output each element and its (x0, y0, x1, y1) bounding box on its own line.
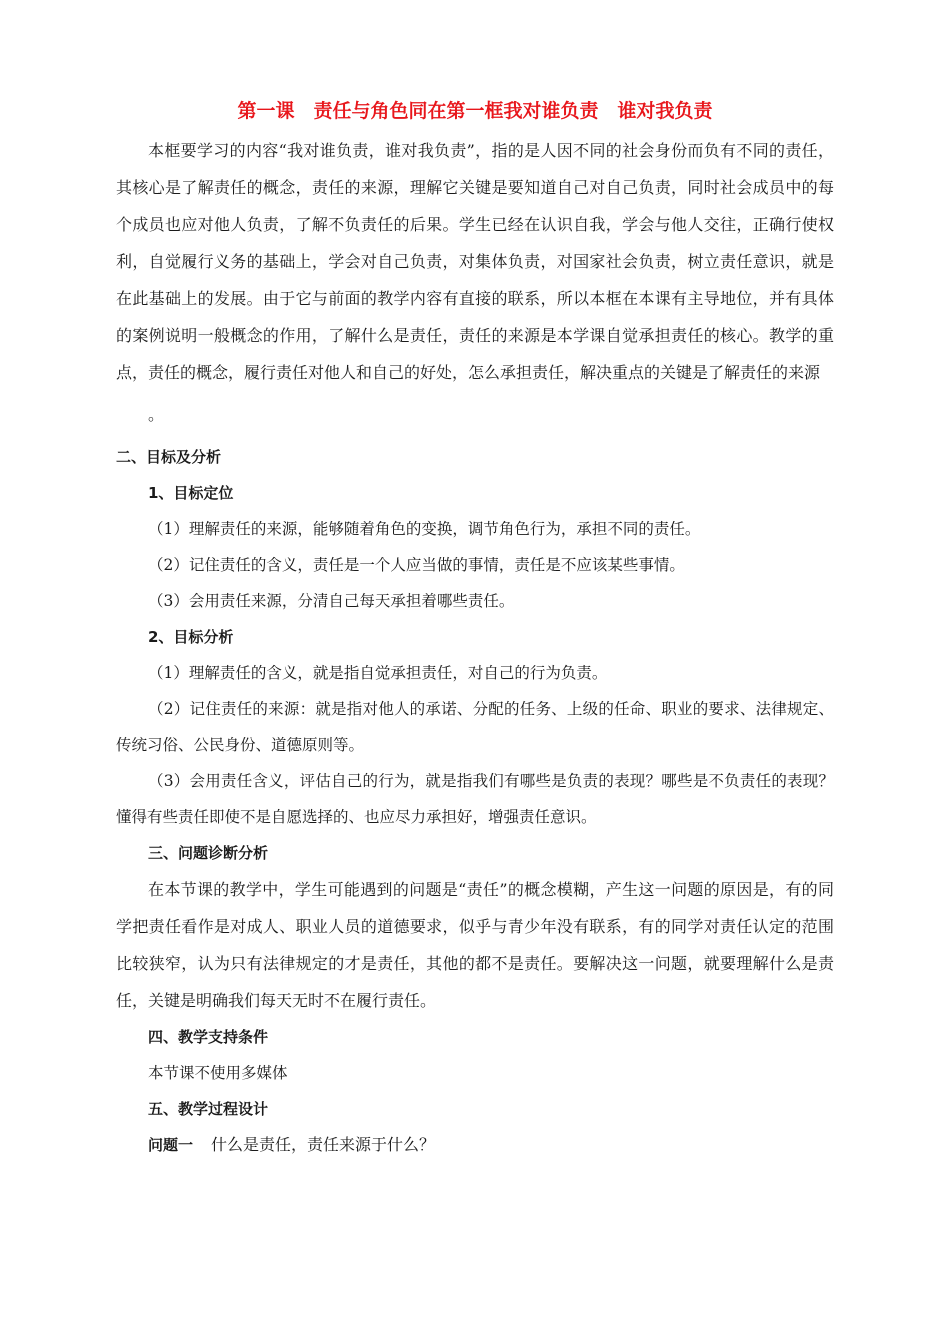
analysis-item-2: （2）记住责任的来源：就是指对他人的承诺、分配的任务、上级的任命、职业的要求、法律规定、传统习俗、公民身份、道德原则等。 (116, 700, 834, 754)
section-2-2-heading: 2、目标分析 (148, 628, 234, 646)
section-4-paragraph: 本节课不使用多媒体 (148, 1064, 288, 1082)
analysis-item-3: （3）会用责任含义，评估自己的行为，就是指我们有哪些是负责的表现？哪些是不负责任的表现？懂得有些责任即使不是自愿选择的、也应尽力承担好，增强责任意识。 (116, 772, 834, 826)
section-5-heading: 五、教学过程设计 (148, 1100, 269, 1118)
section-2-heading: 二、目标及分析 (116, 448, 222, 466)
goal-item-2: （2）记住责任的含义，责任是一个人应当做的事情，责任是不应该某些事情。 (148, 556, 685, 574)
goal-item-1: （1）理解责任的来源，能够随着角色的变换，调节角色行为，承担不同的责任。 (148, 520, 701, 538)
goal-item-3: （3）会用责任来源，分清自己每天承担着哪些责任。 (148, 592, 515, 610)
question-1-text: 什么是责任，责任来源于什么？ (211, 1135, 436, 1154)
section-3-heading: 三、问题诊断分析 (148, 844, 269, 862)
section-2-1-heading: 1、目标定位 (148, 484, 234, 502)
question-1-label: 问题一 (148, 1136, 194, 1154)
section-3-paragraph: 在本节课的教学中，学生可能遇到的问题是“责任”的概念模糊，产生这一问题的原因是，有的同学把责任看作是对成人、职业人员的道德要求，似乎与青少年没有联系，有的同学对责任认定的范围比较狭窄，认为只有法律规定的才是责任，其他的都不是责任。要解决这一问题，就要理解什么是责任，关键是明确我们每天无时不在履行责任。 (116, 880, 834, 1010)
intro-paragraph: 本框要学习的内容“我对谁负责，谁对我负责”，指的是人因不同的社会身份而负有不同的责任，其核心是了解责任的概念，责任的来源，理解它关键是要知道自己对自己负责，同时社会成员中的每个成员也应对他人负责，了解不负责任的后果。学生已经在认识自我，学会与他人交往，正确行使权利，自觉履行义务的基础上，学会对自己负责，对集体负责，对国家社会负责，树立责任意识，就是在此基础上的发展。由于它与前面的教学内容有直接的联系，所以本框在本课有主导地位，并有具体的案例说明一般概念的作用，了解什么是责任，责任的来源是本学课自觉承担责任的核心。教学的重点，责任的概念，履行责任对他人和自己的好处，怎么承担责任，解决重点的关键是了解责任的来源 (116, 141, 834, 382)
analysis-item-1: （1）理解责任的含义，就是指自觉承担责任，对自己的行为负责。 (148, 664, 608, 682)
question-1-line (116, 1127, 834, 1163)
section-4-heading: 四、教学支持条件 (148, 1028, 269, 1046)
document-title: 第一课 责任与角色同在第一框我对谁负责 谁对我负责 (237, 100, 713, 122)
intro-end-mark: 。 (148, 405, 165, 424)
